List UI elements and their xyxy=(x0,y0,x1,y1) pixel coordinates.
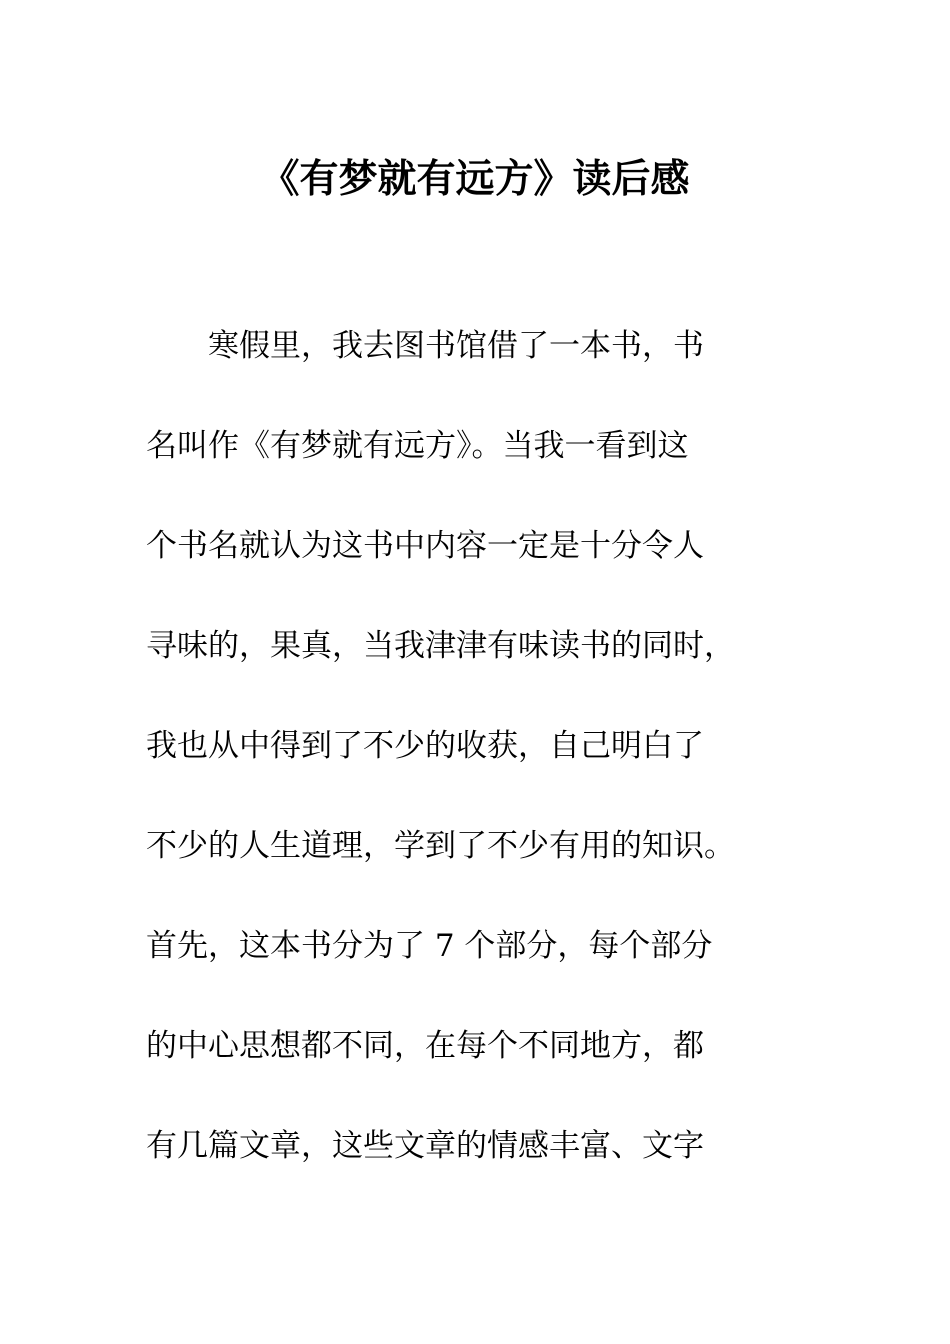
body-line: 寒假里，我去图书馆借了一本书，书 xyxy=(146,328,704,364)
body-line: 有几篇文章，这些文章的情感丰富、文字 xyxy=(146,1128,704,1164)
body-line: 首先，这本书分为了 7 个部分，每个部分 xyxy=(146,928,713,964)
document-title: 《有梦就有远方》读后感 xyxy=(260,157,690,203)
body-line: 的中心思想都不同，在每个不同地方，都 xyxy=(146,1028,704,1064)
body-line: 我也从中得到了不少的收获，自己明白了 xyxy=(146,728,704,764)
body-line: 寻味的，果真，当我津津有味读书的同时， xyxy=(146,628,735,664)
body-line: 不少的人生道理，学到了不少有用的知识。 xyxy=(146,828,735,864)
body-line: 名叫作《有梦就有远方》。当我一看到这 xyxy=(146,428,689,464)
document-body xyxy=(146,296,806,1196)
body-line: 个书名就认为这书中内容一定是十分令人 xyxy=(146,528,704,564)
